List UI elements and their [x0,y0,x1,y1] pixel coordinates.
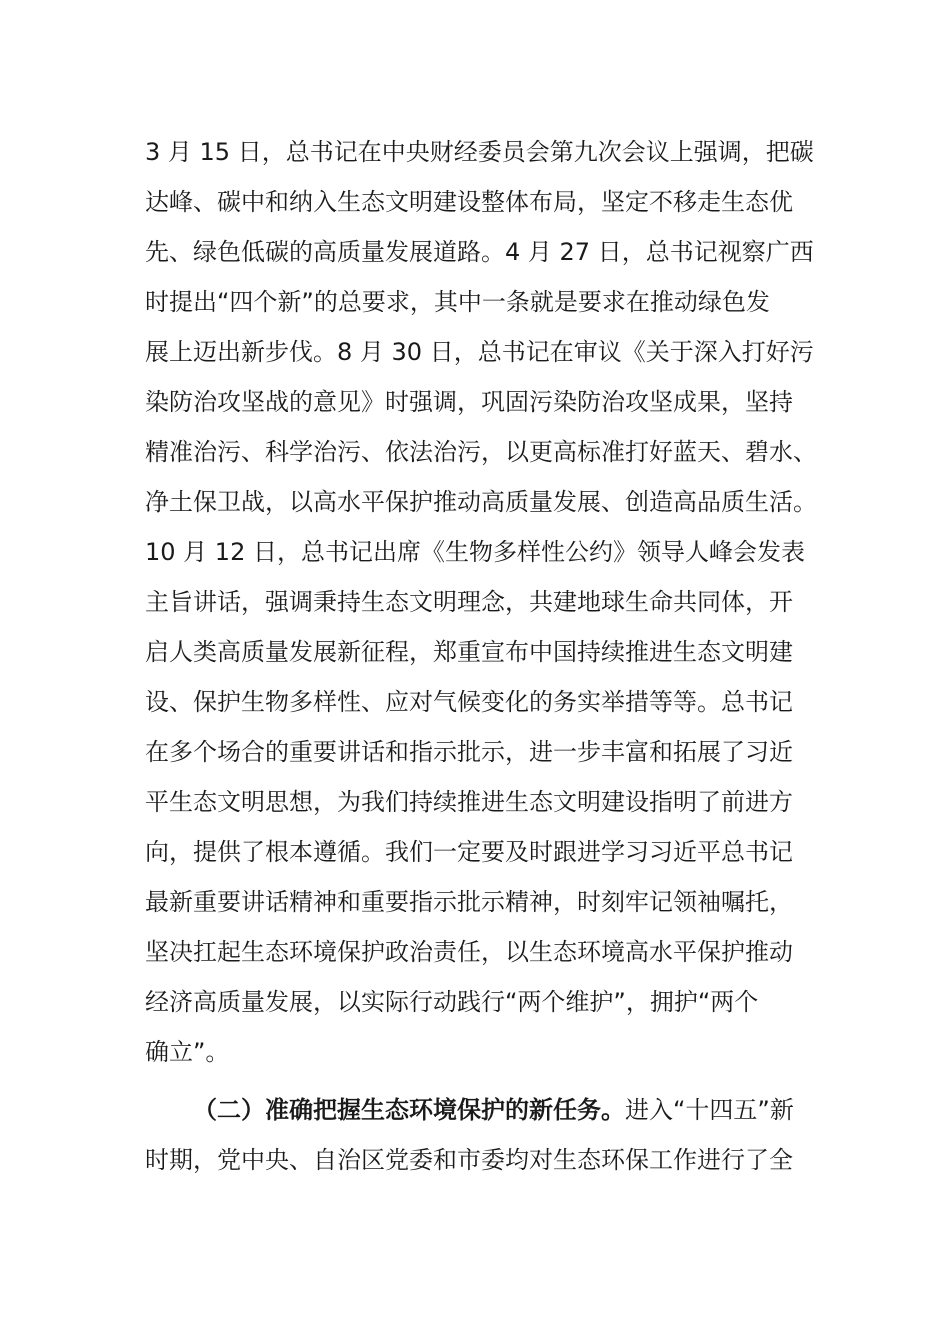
body-text-line: 达峰、碳中和纳入生态文明建设整体布局，坚定不移走生态优 [145,188,793,216]
body-text-line: 启人类高质量发展新征程，郑重宣布中国持续推进生态文明建 [145,638,793,666]
body-text-line: 展上迈出新步伐。8 月 30 日，总书记在审议《关于深入打好污 [145,338,814,366]
body-text-line: 精准治污、科学治污、依法治污，以更高标准打好蓝天、碧水、 [145,438,817,466]
body-text-line: 时期，党中央、自治区党委和市委均对生态环保工作进行了全 [145,1146,793,1174]
body-text-line: 先、绿色低碳的高质量发展道路。4 月 27 日，总书记视察广西 [145,238,814,266]
body-text-line: 净土保卫战，以高水平保护推动高质量发展、创造高品质生活。 [145,488,817,516]
body-text-line: 主旨讲话，强调秉持生态文明理念，共建地球生命共同体，开 [145,588,793,616]
body-text-line: 经济高质量发展，以实际行动践行“两个维护”，拥护“两个 [145,988,759,1016]
body-text-line: 确立”。 [145,1038,230,1066]
body-text-line: 时提出“四个新”的总要求，其中一条就是要求在推动绿色发 [145,288,770,316]
body-text-line: 坚决扛起生态环境保护政治责任，以生态环境高水平保护推动 [145,938,793,966]
body-text-line: 向，提供了根本遵循。我们一定要及时跟进学习习近平总书记 [145,838,793,866]
body-text-line: 10 月 12 日，总书记出席《生物多样性公约》领导人峰会发表 [145,538,805,566]
section-heading-line [193,1095,825,1125]
body-text-line: 设、保护生物多样性、应对气候变化的务实举措等等。总书记 [145,688,793,716]
body-text-fragment: 进入“十四五”新 [625,1096,794,1124]
section-heading: （二）准确把握生态环境保护的新任务。 [193,1096,625,1124]
body-text-line: 在多个场合的重要讲话和指示批示，进一步丰富和拓展了习近 [145,738,793,766]
body-text-line: 染防治攻坚战的意见》时强调，巩固污染防治攻坚成果，坚持 [145,388,793,416]
body-text-line: 平生态文明思想，为我们持续推进生态文明建设指明了前进方 [145,788,793,816]
body-text-line: 最新重要讲话精神和重要指示批示精神，时刻牢记领袖嘱托， [145,888,793,916]
body-text-line: 3 月 15 日，总书记在中央财经委员会第九次会议上强调，把碳 [145,138,814,166]
